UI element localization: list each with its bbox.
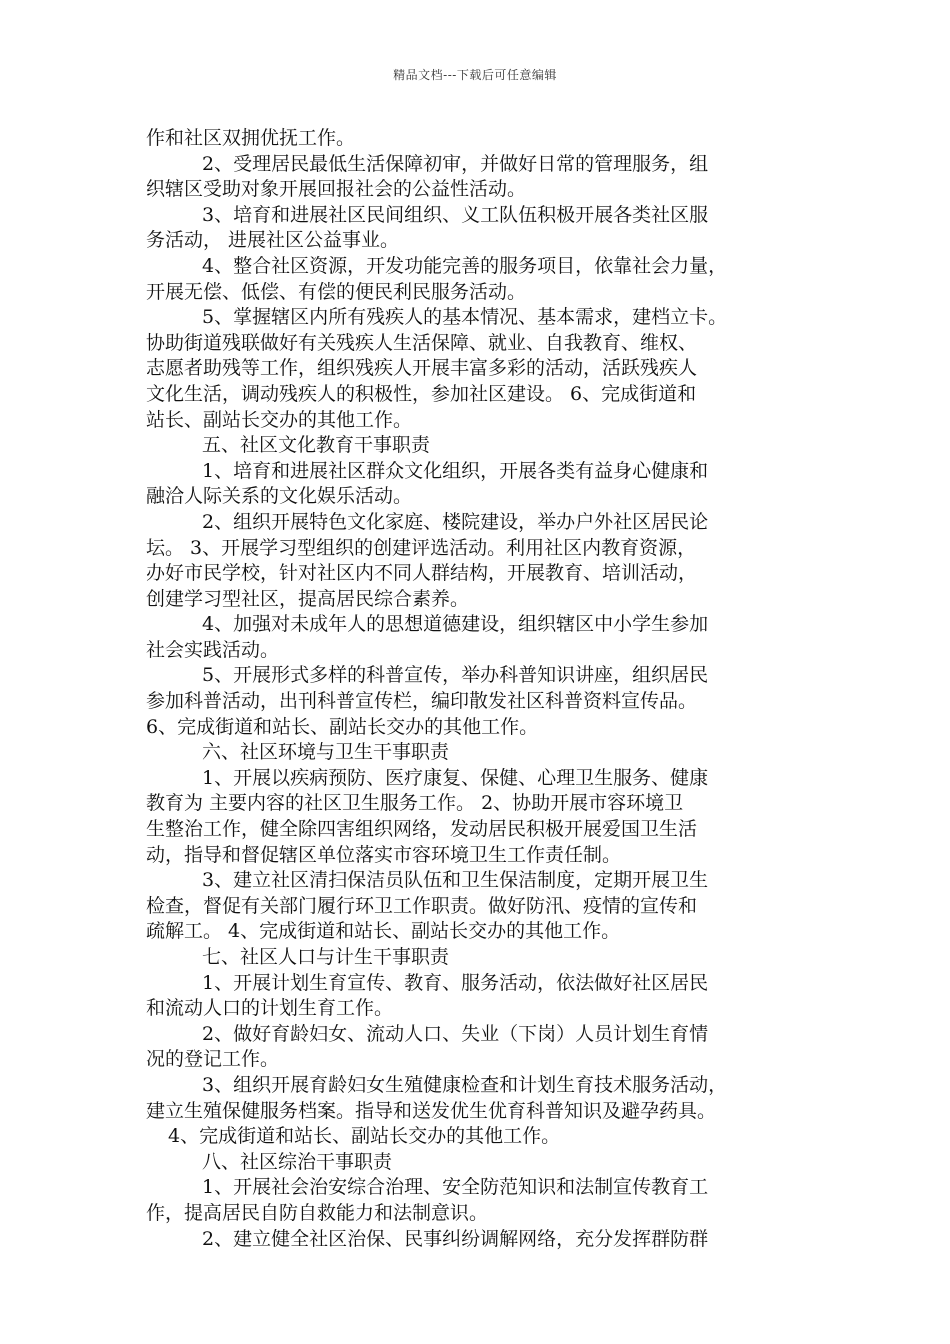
text-line: 创建学习型社区，提高居民综合素养。: [146, 587, 470, 610]
text-line: 2、建立健全社区治保、民事纠纷调解网络，充分发挥群防群: [202, 1227, 709, 1250]
text-line: 3、培育和进展社区民间组织、义工队伍积极开展各类社区服: [202, 203, 709, 226]
text-line: 检查，督促有关部门履行环卫工作职责。做好防汛、疫情的宣传和: [146, 894, 698, 917]
text-line: 1、开展社会治安综合治理、安全防范知识和法制宣传教育工: [202, 1176, 709, 1199]
text-line: 志愿者助残等工作，组织残疾人开展丰富多彩的活动，活跃残疾人: [146, 357, 698, 380]
text-line: 融洽人际关系的文化娱乐活动。: [146, 485, 413, 508]
text-line: 5、开展形式多样的科普宣传，举办科普知识讲座，组织居民: [202, 664, 709, 687]
text-line: 参加科普活动，出刊科普宣传栏，编印散发社区科普资料宣传品。: [146, 690, 698, 713]
text-line: 1、开展以疾病预防、医疗康复、保健、心理卫生服务、健康: [202, 766, 709, 789]
text-line: 疏解工。 4、完成街道和站长、副站长交办的其他工作。: [146, 920, 621, 943]
text-line: 建立生殖保健服务档案。指导和送发优生优育科普知识及避孕药具。: [146, 1099, 717, 1122]
document-body: [146, 126, 816, 1252]
page-header: 精品文档---下载后可任意编辑: [393, 68, 557, 82]
text-line: 作和社区双拥优抚工作。: [146, 127, 356, 149]
text-line: 五、社区文化教育干事职责: [202, 434, 431, 457]
text-line: 文化生活，调动残疾人的积极性，参加社区建设。 6、完成街道和: [146, 382, 697, 405]
text-line: 2、组织开展特色文化家庭、楼院建设，举办户外社区居民论: [202, 510, 709, 533]
text-line: 况的登记工作。: [146, 1048, 280, 1071]
text-line: 务活动， 进展社区公益事业。: [146, 229, 400, 252]
text-line: 生整治工作，健全除四害组织网络，发动居民积极开展爱国卫生活: [146, 818, 698, 841]
text-line: 和流动人口的计划生育工作。: [146, 997, 394, 1020]
text-line: 坛。 3、开展学习型组织的创建评选活动。利用社区内教育资源，: [146, 536, 697, 559]
text-line: 6、完成街道和站长、副站长交办的其他工作。: [146, 715, 539, 738]
text-line: 站长、副站长交办的其他工作。: [146, 408, 413, 431]
text-line: 2、做好育龄妇女、流动人口、失业（下岗）人员计划生育情: [202, 1022, 709, 1045]
text-line: 六、社区环境与卫生干事职责: [202, 741, 450, 764]
text-line: 4、整合社区资源，开发功能完善的服务项目，依靠社会力量，: [202, 254, 728, 277]
text-line: 社会实践活动。: [146, 638, 280, 661]
text-line: 教育为 主要内容的社区卫生服务工作。 2、协助开展市容环境卫: [146, 792, 684, 815]
text-line: 5、掌握辖区内所有残疾人的基本情况、基本需求，建档立卡。: [202, 306, 728, 329]
text-line: 3、建立社区清扫保洁员队伍和卫生保洁制度，定期开展卫生: [202, 869, 709, 892]
text-line: 1、培育和进展社区群众文化组织，开展各类有益身心健康和: [202, 459, 709, 482]
text-line: 4、完成街道和站长、副站长交办的其他工作。: [168, 1125, 561, 1148]
text-line: 2、受理居民最低生活保障初审，并做好日常的管理服务，组: [202, 152, 709, 175]
text-line: 3、组织开展育龄妇女生殖健康检查和计划生育技术服务活动，: [202, 1073, 728, 1096]
text-line: 七、社区人口与计生干事职责: [202, 946, 450, 968]
text-line: 作，提高居民自防自救能力和法制意识。: [146, 1201, 489, 1224]
text-line: 织辖区受助对象开展回报社会的公益性活动。: [146, 178, 527, 201]
text-line: 办好市民学校，针对社区内不同人群结构，开展教育、培训活动，: [146, 562, 698, 585]
text-line: 4、加强对未成年人的思想道德建设，组织辖区中小学生参加: [202, 613, 709, 636]
text-line: 协助街道残联做好有关残疾人生活保障、就业、自我教育、维权、: [146, 331, 698, 354]
text-line: 动，指导和督促辖区单位落实市容环境卫生工作责任制。: [146, 843, 622, 866]
text-line: 开展无偿、低偿、有偿的便民利民服务活动。: [146, 280, 527, 303]
text-line: 八、社区综治干事职责: [202, 1150, 393, 1173]
text-line: 1、开展计划生育宣传、教育、服务活动，依法做好社区居民: [202, 971, 709, 994]
